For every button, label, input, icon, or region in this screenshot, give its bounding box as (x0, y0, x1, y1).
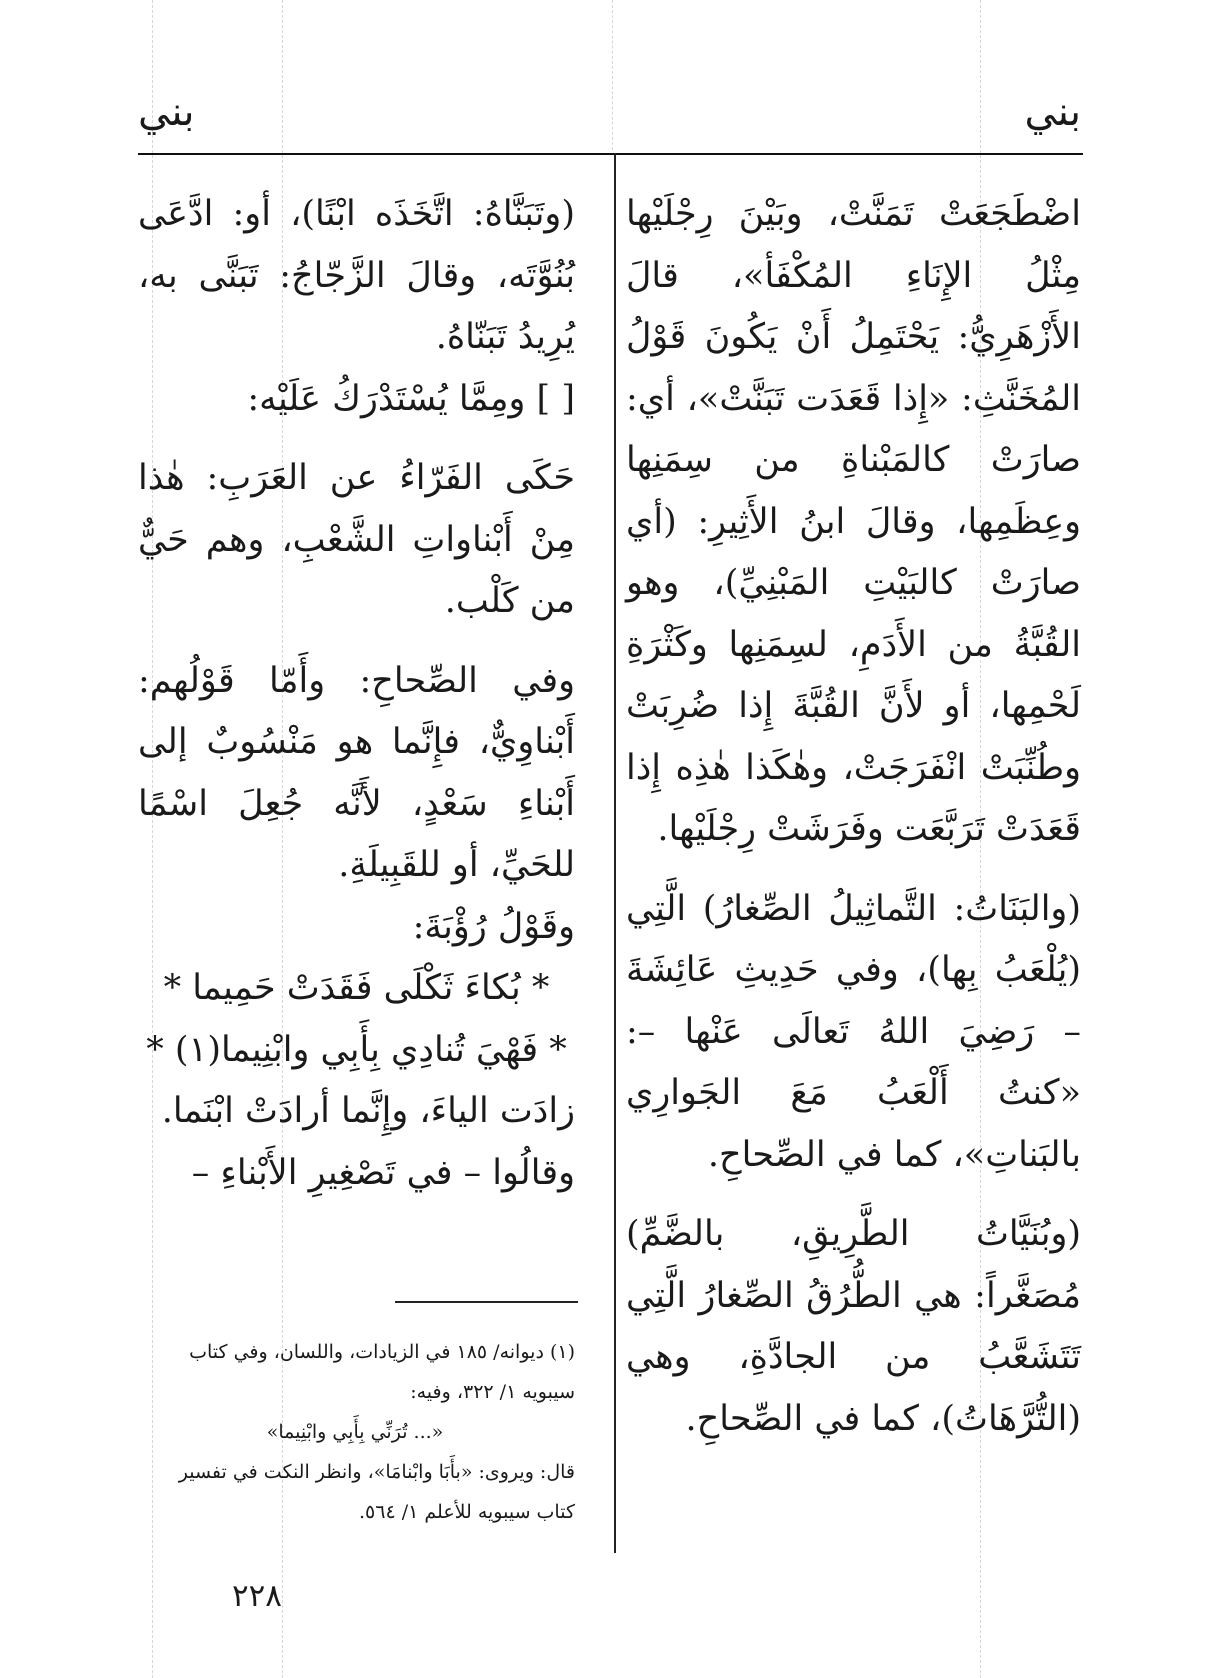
running-head-right: بني (1024, 89, 1081, 135)
footnote-line: (١) ديوانه/ ١٨٥ في الزيادات، واللسان، وفي كتاب سيبويه ١/ ٣٢٢، وفيه: (189, 1341, 575, 1403)
scan-guide-line (612, 0, 613, 150)
paragraph: زادَت الياءَ، وإِنَّما أرادَتْ ابْنَما. (161, 1091, 575, 1131)
footnote (135, 1332, 575, 1532)
paragraph: (وتَبَنَّاهُ: اتَّخَذَه ابْنًا)، أو: ادَّعَى بُنُوَّتَه، وقالَ الزَّجّاجُ: تَبَنَّى به، يُرِيدُ تَبَنّاهُ. (138, 194, 575, 357)
footnote-line: قال: ويروى: «بأَبَا وابْنامَا»، وانظر النكت في تفسير كتاب سيبويه للأعلم ١/ ٥٦٤. (178, 1461, 575, 1523)
paragraph: (والبَنَاتُ: التَّماثِيلُ الصِّغارُ) الَّتِي (يُلْعَبُ بِها)، وفي حَدِيثِ عَائِشَةَ – رَضِيَ اللهُ تَعالَى عَنْها –: «كنتُ أَلْعَبُ مَعَ الجَوارِي بالبَناتِ»، كما في الصِّحاحِ. (626, 888, 1081, 1175)
paragraph: وقالُوا – في تَصْغِيرِ الأَبْناءِ – (191, 1152, 575, 1193)
paragraph: حَكَى الفَرّاءُ عن العَرَبِ: هٰذا مِنْ أَبْناواتِ الشَّعْبِ، وهم حَيٌّ من كَلْب. (138, 458, 575, 621)
right-column (626, 184, 1081, 1450)
running-head-left: بني (138, 89, 195, 135)
paragraph: وفي الصِّحاحِ: وأَمّا قَوْلُهم: أَبْناوِيٌّ، فإِنَّما هو مَنْسُوبٌ إلى أَبْناءِ سَعْدٍ، لأَنَّه جُعِلَ اسْمًا للحَيِّ، أو للقَبِيلَةِ. (138, 660, 575, 885)
verse-line: * فَهْيَ تُنادِي بِأَبِي وابْنِيما(١) * (146, 1029, 567, 1070)
paragraph: [ ] ومِمَّا يُسْتَدْرَكُ عَلَيْه: (247, 378, 575, 419)
footnote-rule (395, 1301, 578, 1303)
paragraph: اضْطَجَعَتْ تَمَنَّتْ، وبَيْنَ رِجْلَيْها مِثْلُ الإِنَاءِ المُكْفَأ»، قالَ الأَزْهَرِيُّ: يَحْتَمِلُ أَنْ يَكُونَ قَوْلُ المُخَنَّثِ: «إِذا قَعَدَت تَبَنَّتْ»، أي: صارَتْ كالمَبْناةِ من سِمَنِها وعِظَمِها، وقالَ ابنُ الأَثِيرِ: (أي صارَتْ كالبَيْتِ المَبْنِيِّ)، وهو القُبَّةُ من الأَدَمِ، لسِمَنِها وكَثْرَةِ لَحْمِها، أو لأَنَّ القُبَّةَ إِذا ضُرِبَتْ وطُنِّبَتْ انْفَرَجَتْ، وهٰكَذا هٰذِه إِذا قَعَدَتْ تَرَبَّعَت وفَرَشَتْ رِجْلَيْها. (626, 194, 1081, 849)
verse-line: * بُكاءَ ثَكْلَى فَقَدَتْ حَمِيما * (163, 968, 550, 1008)
column-separator (614, 153, 616, 1553)
left-column (138, 184, 575, 1204)
header-rule (138, 153, 1083, 155)
footnote-verse: «... تُرَنِّي بِأَبِي وابْنِيما» (266, 1421, 444, 1443)
paragraph: (وبُنَيَّاتُ الطَّرِيقِ، بالضَّمِّ) مُصَغَّراً: هي الطُّرُقُ الصِّغارُ الَّتِي تَتَشَعَّبُ من الجادَّةِ، وهي (التُّرَّهَاتُ)، كما في الصِّحاحِ. (626, 1214, 1081, 1439)
paragraph: وقَوْلُ رُؤْبَةَ: (412, 906, 575, 947)
page-number: ٢٢٨ (232, 1578, 282, 1614)
